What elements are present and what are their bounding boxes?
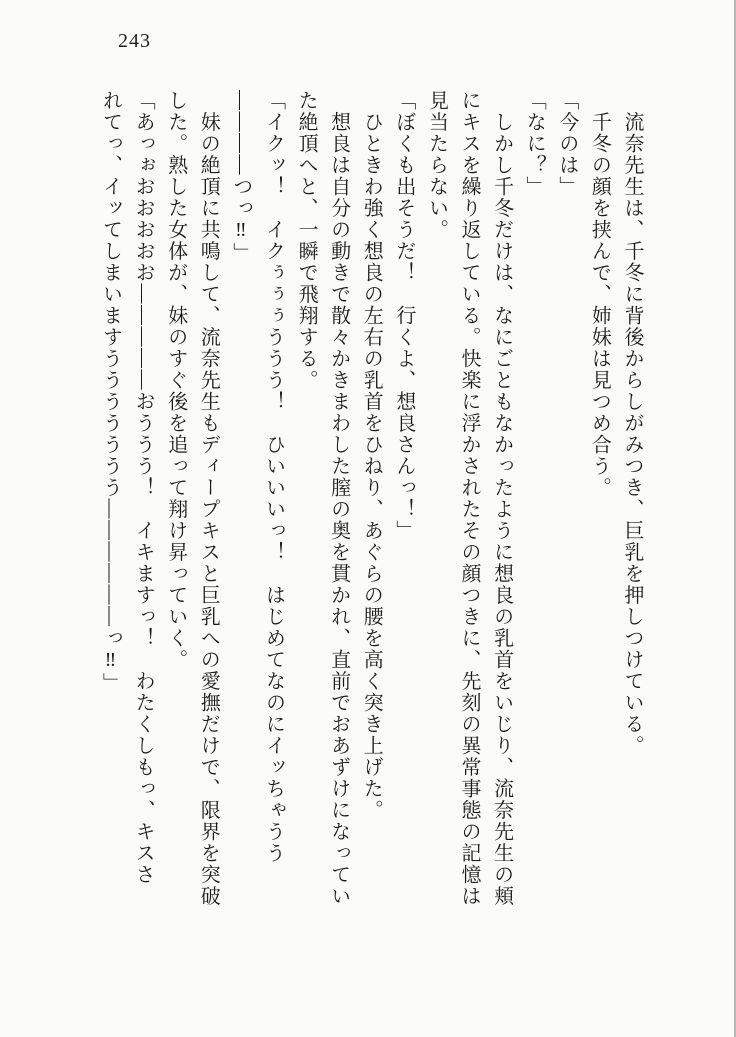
text-column-5: しかし千冬だけは、なにごともなかったように想良の乳首をいじり、流奈先生の頬 [490,90,513,907]
vertical-text-block [92,90,648,950]
text-column-13: ————つっ‼」 [229,90,252,264]
text-column-12: 「イクッ！ イクぅぅぅううう！ ひいいいっ！ はじめてなのにイッちゃうう [262,90,285,864]
text-column-4: 「なに？」 [523,90,546,198]
text-column-6: にキスを繰り返している。快楽に浮かされたその顔つきに、先刻の異常事態の記憶は [458,90,481,907]
text-column-14: 妹の絶頂に共鳴して、流奈先生もディープキスと巨乳への愛撫だけで、限界を突破 [197,90,220,907]
text-column-2: 千冬の顔を挟んで、姉妹は見つめ合う。 [588,90,611,499]
text-column-8: 「ぼくも出そうだ！ 行くよ、想良さんっ！」 [392,90,415,542]
text-column-3: 「今のは」 [555,90,578,198]
text-column-16: 「あっぉおおおおお—————おううう！ イキますっ！ わたくしもっ、キスさ [132,90,155,886]
text-column-11: た絶頂へと、一瞬で飛翔する。 [295,90,318,391]
text-column-1: 流奈先生は、千冬に背後からしがみつき、巨乳を押しつけている。 [621,90,643,757]
text-column-9: ひときわ強く想良の左右の乳首をひねり、あぐらの腰を高く突き上げた。 [360,90,383,821]
text-column-7: 見当たらない。 [425,90,448,241]
text-column-17: れてっ、イッてしまいますううううううう——————っ‼」 [99,90,122,694]
text-column-15: した。熟した女体が、妹のすぐ後を追って翔け昇っていく。 [164,90,187,671]
text-column-10: 想良は自分の動きで散々かきまわした膣の奥を貫かれ、直前でおあずけになってい [327,90,350,907]
page-number: 243 [118,30,151,52]
